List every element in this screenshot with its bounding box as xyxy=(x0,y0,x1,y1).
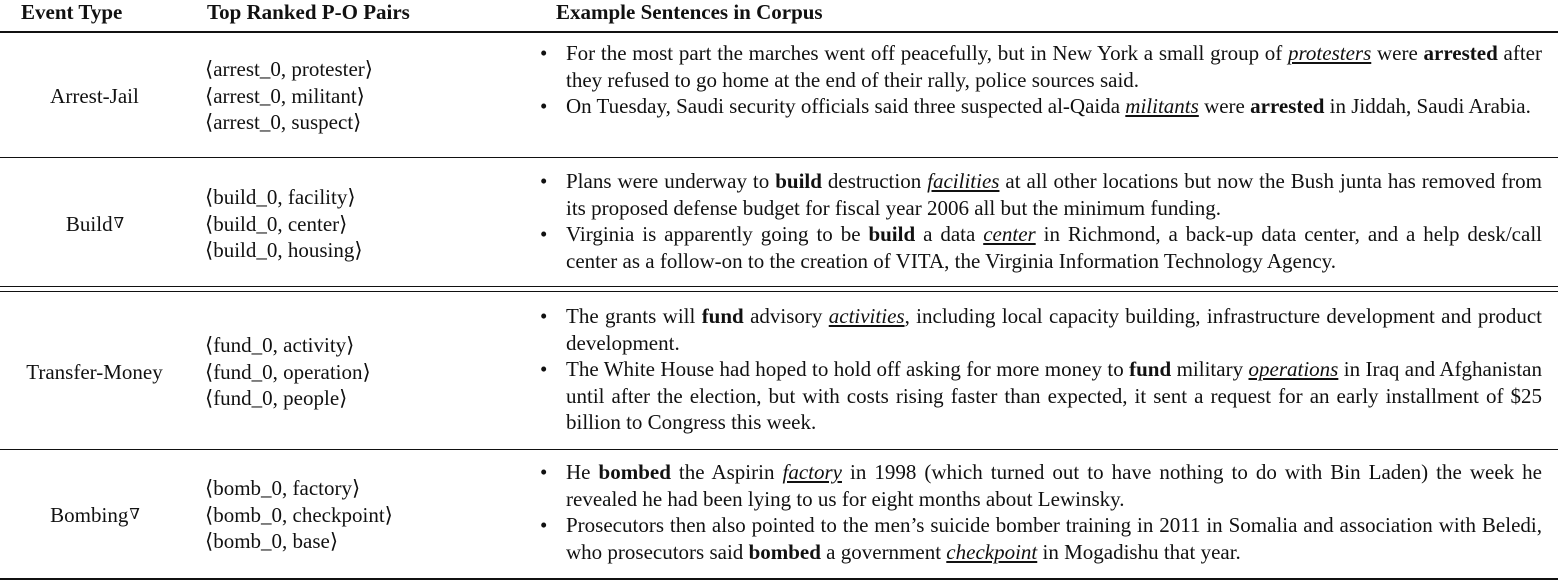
sentence-text: in Mogadishu that year. xyxy=(1037,539,1241,564)
sentence-text: in Jiddah, Saudi Arabia. xyxy=(1324,94,1531,118)
object-word: checkpoint xyxy=(946,539,1038,564)
sentence-text: Prosecutors then also pointed to the men’s suicide bomber training in 2011 in Somalia and association with Beledi, who prosecutors said xyxy=(566,513,1542,564)
sentence-text: military xyxy=(1171,357,1249,381)
po-pair: ⟨build_0, facility⟩ xyxy=(205,185,356,210)
event-type-cell xyxy=(0,303,190,441)
sentence-text: advisory xyxy=(743,304,829,328)
event-type-cell: Build ∇ xyxy=(65,212,125,236)
object-word: militants xyxy=(1125,94,1199,118)
bullet-icon: • xyxy=(540,169,548,193)
sentence-text: , including local capacity building, infrastructure development and product development. xyxy=(566,304,1542,355)
predicate-word: build xyxy=(775,169,822,193)
section-double-rule-bottom xyxy=(0,291,1558,292)
sentence-text: For the most part the marches went off peacefully, but in New York a small group of xyxy=(566,41,1289,65)
object-word: activities xyxy=(828,304,905,328)
bullet-icon: • xyxy=(540,513,548,537)
sentences-cell xyxy=(538,168,1542,274)
sentence-text: destruction xyxy=(821,169,928,193)
sentence-text: The White House had hoped to hold off asking for more money to xyxy=(566,357,1130,381)
example-sentence xyxy=(538,168,1542,221)
po-pair: ⟨fund_0, people⟩ xyxy=(205,386,348,411)
po-pair: ⟨fund_0, operation⟩ xyxy=(205,359,371,384)
sentence-text: Virginia is apparently going to be xyxy=(566,222,869,246)
predicate-word: bombed xyxy=(748,539,821,564)
sentence-text: at all other locations but now the Bush junta has removed from its proposed defense budget for fiscal year 2006 all but the minimum funding. xyxy=(566,169,1542,220)
event-type-label: Bombing xyxy=(50,503,129,527)
sentence-text: after they refused to go home at the end of their rally, police sources said. xyxy=(566,41,1542,92)
event-type-cell: Bombing ∇ xyxy=(50,503,140,527)
predicate-word: bombed xyxy=(598,460,671,484)
sentence-text: a data xyxy=(915,222,984,246)
po-pair: ⟨bomb_0, base⟩ xyxy=(205,529,339,554)
event-type-cell xyxy=(0,40,190,152)
po-pair: ⟨bomb_0, checkpoint⟩ xyxy=(205,502,393,527)
event-type-label: Transfer-Money xyxy=(26,360,163,384)
sentences-cell xyxy=(538,40,1542,120)
object-word: protesters xyxy=(1288,41,1372,65)
sentence-text: in 1998 (which turned out to have nothing to do with Bin Laden) the week he revealed he had been lying to us for eight months about Lewinsky. xyxy=(566,460,1542,511)
predicate-word: fund xyxy=(701,304,744,328)
po-pair: ⟨arrest_0, militant⟩ xyxy=(205,83,365,108)
sentence-text: were xyxy=(1371,41,1424,65)
bullet-icon: • xyxy=(540,41,548,65)
table-row xyxy=(0,40,1558,152)
header-event-type: Event Type xyxy=(21,0,123,24)
predicate-word: arrested xyxy=(1250,94,1325,118)
event-type-label: Arrest-Jail xyxy=(50,84,139,108)
sentence-text: He xyxy=(566,460,599,484)
sentence-text: The grants will xyxy=(566,304,702,328)
predicate-word: arrested xyxy=(1423,41,1498,65)
bullet-icon: • xyxy=(540,357,548,381)
po-pair: ⟨arrest_0, suspect⟩ xyxy=(205,110,362,135)
po-pair: ⟨build_0, housing⟩ xyxy=(205,238,363,263)
object-word: center xyxy=(983,222,1036,246)
sentence-text: the Aspirin xyxy=(670,460,783,484)
table-row xyxy=(0,168,1558,280)
sentences-cell xyxy=(538,459,1542,565)
object-word: factory xyxy=(782,460,842,484)
header-sentences: Example Sentences in Corpus xyxy=(556,0,823,24)
po-pair: ⟨build_0, center⟩ xyxy=(205,211,348,236)
predicate-word: fund xyxy=(1129,357,1172,381)
example-sentence xyxy=(538,459,1542,512)
object-word: facilities xyxy=(927,169,1000,193)
header-pairs: Top Ranked P-O Pairs xyxy=(207,0,410,24)
example-sentence xyxy=(538,40,1542,93)
header-rule xyxy=(0,31,1558,33)
sentence-text: On Tuesday, Saudi security officials said three suspected al-Qaida xyxy=(566,94,1126,118)
row-rule xyxy=(0,157,1558,158)
po-pair: ⟨arrest_0, protester⟩ xyxy=(205,57,373,82)
sentence-text: in Iraq and Afghanistan until after the election, but with costs rising faster than expected, it sent a request for an early installment of $25 billion to Congress this week. xyxy=(566,357,1542,434)
bullet-icon: • xyxy=(540,222,548,246)
predicate-word: build xyxy=(868,222,916,246)
sentence-text: were xyxy=(1198,94,1251,118)
section-double-rule-top xyxy=(0,286,1558,287)
pairs-cell xyxy=(205,303,525,441)
sentence-text: Plans were underway to xyxy=(566,169,776,193)
example-sentence xyxy=(538,356,1542,436)
pairs-cell xyxy=(205,459,525,571)
sentence-text: in Richmond, a back-up data center, and a help desk/call center as a follow-on to the creation of VITA, the Virginia Information Technology Agency. xyxy=(566,222,1542,273)
bottom-rule xyxy=(0,578,1558,580)
sentence-text: a government xyxy=(820,539,947,564)
example-sentence xyxy=(538,93,1542,120)
pairs-cell xyxy=(205,168,525,280)
pairs-cell xyxy=(205,40,525,152)
bullet-icon: • xyxy=(540,460,548,484)
bullet-icon: • xyxy=(540,94,548,118)
po-pair: ⟨bomb_0, factory⟩ xyxy=(205,476,361,501)
example-sentence xyxy=(538,512,1542,565)
event-type-label: Build xyxy=(65,212,113,236)
table-row xyxy=(0,459,1558,571)
sentences-cell xyxy=(538,303,1542,436)
example-sentence xyxy=(538,221,1542,274)
bullet-icon: • xyxy=(540,304,548,328)
po-pair: ⟨fund_0, activity⟩ xyxy=(205,333,355,358)
row-rule xyxy=(0,449,1558,450)
table-row xyxy=(0,303,1558,441)
example-sentence xyxy=(538,303,1542,356)
table-header xyxy=(0,0,1558,30)
object-word: operations xyxy=(1248,357,1339,381)
